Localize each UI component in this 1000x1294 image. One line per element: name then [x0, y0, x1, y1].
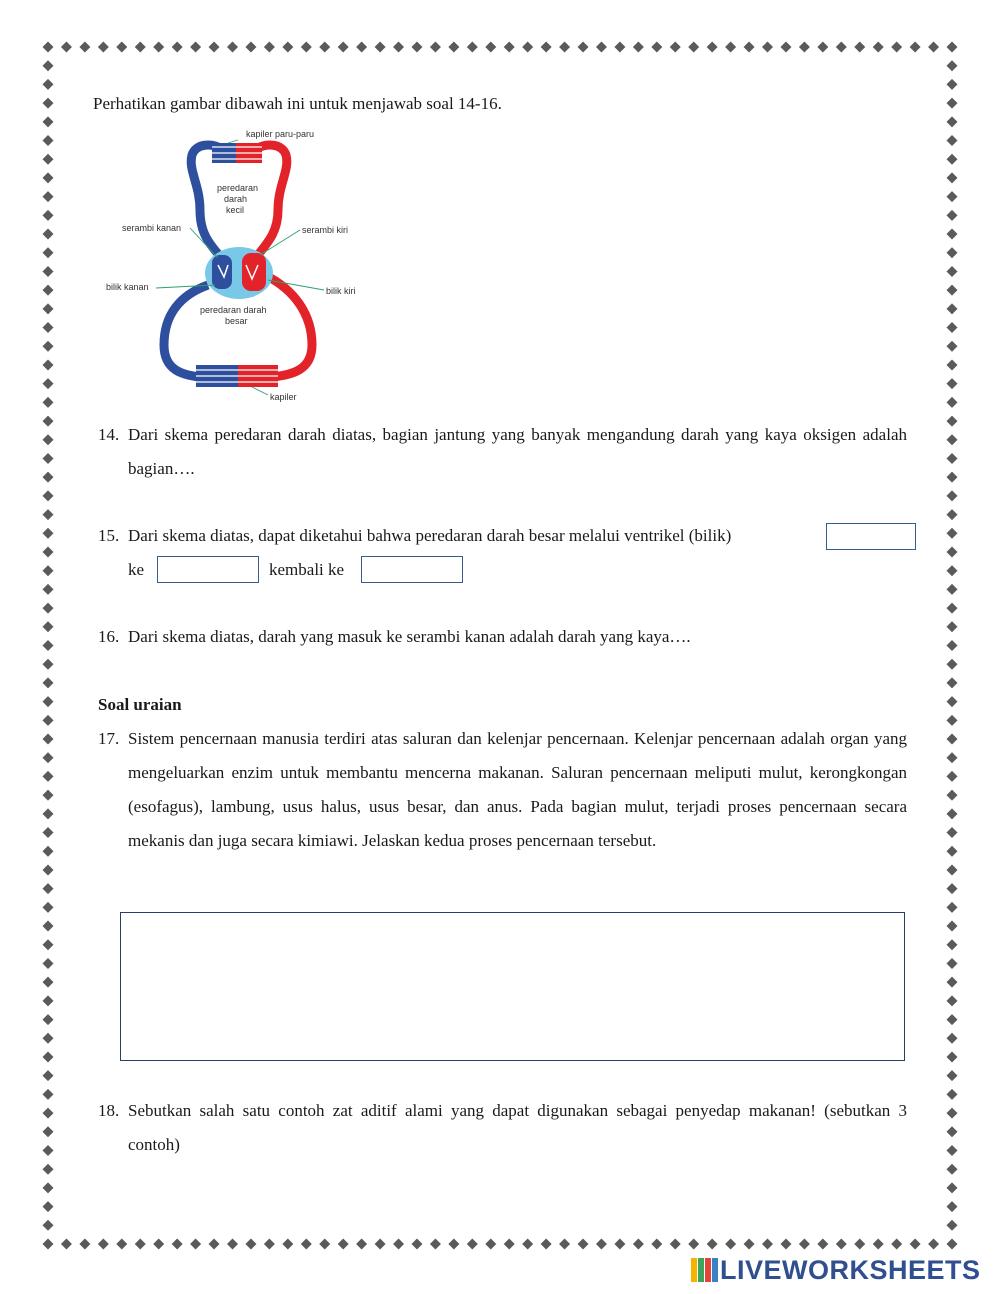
border-diamond [947, 1070, 958, 1081]
border-diamond [504, 1239, 515, 1250]
border-diamond [43, 397, 54, 408]
border-diamond [338, 42, 349, 53]
border-diamond [614, 1239, 625, 1250]
border-diamond [43, 603, 54, 614]
border-diamond [559, 1239, 570, 1250]
border-diamond [43, 1033, 54, 1044]
border-diamond [430, 1239, 441, 1250]
border-diamond [947, 1033, 958, 1044]
border-diamond [578, 42, 589, 53]
question-number: 14. [98, 425, 120, 444]
border-diamond [947, 416, 958, 427]
border-diamond [411, 42, 422, 53]
border-diamond [947, 79, 958, 90]
lung-capillaries [212, 143, 262, 163]
border-diamond [43, 1182, 54, 1193]
question-text: Sebutkan salah satu contoh zat aditif alami yang dapat digunakan sebagai penyedap makanan! (sebutkan 3 contoh) [128, 1101, 907, 1154]
border-diamond [43, 546, 54, 557]
border-diamond [43, 1051, 54, 1062]
border-diamond [301, 42, 312, 53]
border-diamond [43, 1108, 54, 1119]
border-diamond [928, 42, 939, 53]
border-diamond [172, 1239, 183, 1250]
question-text: Dari skema peredaran darah diatas, bagian jantung yang banyak mengandung darah yang kaya oksigen adalah bagian…. [128, 425, 907, 478]
border-diamond [651, 1239, 662, 1250]
border-diamond [209, 1239, 220, 1250]
border-diamond [43, 883, 54, 894]
border-diamond [43, 191, 54, 202]
border-diamond [43, 752, 54, 763]
border-diamond [43, 1164, 54, 1175]
border-diamond [43, 247, 54, 258]
border-diamond [947, 135, 958, 146]
border-diamond [947, 659, 958, 670]
border-diamond [43, 808, 54, 819]
border-diamond [43, 864, 54, 875]
border-diamond [707, 1239, 718, 1250]
border-diamond [947, 546, 958, 557]
border-diamond [947, 172, 958, 183]
border-diamond [559, 42, 570, 53]
border-diamond [947, 771, 958, 782]
border-diamond [43, 1239, 54, 1250]
border-diamond [116, 1239, 127, 1250]
border-diamond [282, 1239, 293, 1250]
border-diamond [947, 752, 958, 763]
border-diamond [947, 359, 958, 370]
border-diamond [947, 808, 958, 819]
border-diamond [947, 322, 958, 333]
border-diamond [43, 1126, 54, 1137]
border-diamond [282, 42, 293, 53]
border-diamond [947, 1182, 958, 1193]
border-diamond [43, 1070, 54, 1081]
border-diamond [947, 1014, 958, 1025]
border-diamond [854, 1239, 865, 1250]
border-diamond [947, 864, 958, 875]
border-diamond [43, 509, 54, 520]
border-diamond [947, 472, 958, 483]
circulation-diagram [100, 125, 370, 410]
label-peredaran-kecil-2: darah [224, 194, 248, 204]
border-diamond [319, 42, 330, 53]
venous-body-path [164, 285, 208, 377]
border-diamond [43, 995, 54, 1006]
question-text: Sistem pencernaan manusia terdiri atas saluran dan kelenjar pencernaan. Kelenjar pencernaan adalah organ yang mengeluarkan enzim untuk membantu mencerna makanan. Saluran pencernaan meliputi mulut, kerongkongan (esofagus), lambung, usus halus, usus besar, dan anus. Pada bagian mulut, terjadi proses pencernaan secara mekanis dan juga secara kimiawi. Jelaskan kedua proses pencernaan tersebut. [128, 729, 907, 850]
label-kapiler-paru: kapiler paru-paru [246, 129, 315, 139]
border-diamond [947, 98, 958, 109]
border-diamond [947, 939, 958, 950]
border-diamond [448, 1239, 459, 1250]
label-peredaran-besar-1: peredaran darah [200, 305, 267, 315]
body-capillaries [196, 365, 278, 387]
border-diamond [947, 341, 958, 352]
border-diamond [596, 42, 607, 53]
border-diamond [43, 584, 54, 595]
border-diamond [43, 210, 54, 221]
border-diamond [43, 266, 54, 277]
border-diamond [762, 42, 773, 53]
border-diamond [43, 60, 54, 71]
border-diamond [79, 42, 90, 53]
border-diamond [448, 42, 459, 53]
border-diamond [947, 696, 958, 707]
border-diamond [43, 565, 54, 576]
border-diamond [947, 1108, 958, 1119]
border-diamond [43, 303, 54, 314]
border-diamond [301, 1239, 312, 1250]
border-diamond [873, 42, 884, 53]
border-diamond [947, 715, 958, 726]
border-diamond [910, 1239, 921, 1250]
border-diamond [578, 1239, 589, 1250]
essay-answer-box[interactable] [120, 912, 905, 1061]
border-diamond [670, 1239, 681, 1250]
border-diamond [817, 42, 828, 53]
border-diamond [135, 42, 146, 53]
border-diamond [947, 528, 958, 539]
border-diamond [947, 42, 958, 53]
border-diamond [928, 1239, 939, 1250]
border-diamond [43, 172, 54, 183]
label-bilik-kiri: bilik kiri [326, 286, 356, 296]
border-diamond [190, 42, 201, 53]
border-diamond [467, 42, 478, 53]
border-diamond [43, 958, 54, 969]
label-peredaran-kecil-1: peredaran [217, 183, 259, 193]
border-diamond [153, 1239, 164, 1250]
border-diamond [43, 42, 54, 53]
border-diamond [891, 42, 902, 53]
venous-path [191, 145, 228, 265]
border-diamond [947, 584, 958, 595]
border-diamond [43, 659, 54, 670]
border-diamond [375, 1239, 386, 1250]
border-diamond [725, 42, 736, 53]
border-diamond [245, 42, 256, 53]
border-diamond [947, 285, 958, 296]
border-diamond [264, 1239, 275, 1250]
label-serambi-kanan: serambi kanan [122, 223, 182, 233]
border-diamond [947, 640, 958, 651]
border-diamond [688, 1239, 699, 1250]
border-diamond [947, 883, 958, 894]
border-diamond [947, 565, 958, 576]
border-diamond [43, 696, 54, 707]
border-diamond [61, 1239, 72, 1250]
border-diamond [947, 734, 958, 745]
border-diamond [947, 921, 958, 932]
border-diamond [43, 790, 54, 801]
label-bilik-kanan: bilik kanan [106, 282, 149, 292]
border-diamond [43, 677, 54, 688]
border-diamond [947, 846, 958, 857]
border-diamond [947, 116, 958, 127]
border-diamond [43, 1220, 54, 1231]
border-diamond [910, 42, 921, 53]
border-diamond [116, 42, 127, 53]
border-diamond [43, 1089, 54, 1100]
border-diamond [43, 154, 54, 165]
label-peredaran-besar-2: besar [225, 316, 248, 326]
border-diamond [61, 42, 72, 53]
border-diamond [947, 266, 958, 277]
border-diamond [43, 715, 54, 726]
question-number: 15. [98, 526, 120, 545]
border-diamond [947, 958, 958, 969]
border-diamond [43, 434, 54, 445]
border-diamond [209, 42, 220, 53]
border-diamond [98, 42, 109, 53]
border-diamond [891, 1239, 902, 1250]
border-diamond [43, 135, 54, 146]
border-diamond [43, 1145, 54, 1156]
border-diamond [467, 1239, 478, 1250]
border-diamond [947, 60, 958, 71]
border-diamond [227, 1239, 238, 1250]
answer-input-ke[interactable] [157, 556, 259, 583]
border-diamond [947, 490, 958, 501]
border-diamond [411, 1239, 422, 1250]
border-diamond [43, 416, 54, 427]
border-diamond [947, 210, 958, 221]
border-diamond [43, 359, 54, 370]
border-diamond [522, 1239, 533, 1250]
border-diamond [651, 42, 662, 53]
border-diamond [43, 1014, 54, 1025]
border-diamond [947, 191, 958, 202]
border-diamond [854, 42, 865, 53]
border-diamond [762, 1239, 773, 1250]
border-diamond [43, 846, 54, 857]
arterial-body-path [265, 275, 312, 377]
border-diamond [43, 734, 54, 745]
border-diamond [541, 42, 552, 53]
border-diamond [947, 902, 958, 913]
border-diamond [356, 1239, 367, 1250]
border-diamond [707, 42, 718, 53]
border-diamond [670, 42, 681, 53]
border-diamond [947, 229, 958, 240]
logo-text: LIVEWORKSHEETS [720, 1254, 981, 1285]
border-diamond [485, 42, 496, 53]
label-peredaran-kecil-3: kecil [226, 205, 245, 215]
border-diamond [43, 921, 54, 932]
border-diamond [356, 42, 367, 53]
border-diamond [947, 1145, 958, 1156]
border-diamond [153, 42, 164, 53]
border-diamond [43, 939, 54, 950]
border-diamond [43, 378, 54, 389]
border-diamond [43, 341, 54, 352]
border-diamond [43, 116, 54, 127]
border-diamond [43, 79, 54, 90]
border-diamond [947, 1220, 958, 1231]
border-diamond [319, 1239, 330, 1250]
border-diamond [947, 378, 958, 389]
border-diamond [947, 790, 958, 801]
logo-badge-icon [690, 1256, 720, 1284]
border-diamond [43, 977, 54, 988]
border-diamond [43, 902, 54, 913]
border-diamond [633, 42, 644, 53]
border-diamond [43, 528, 54, 539]
border-diamond [43, 229, 54, 240]
border-diamond [375, 42, 386, 53]
border-diamond [817, 1239, 828, 1250]
arterial-path [250, 145, 287, 265]
border-diamond [504, 42, 515, 53]
question-number: 17. [98, 729, 120, 748]
border-diamond [744, 42, 755, 53]
border-diamond [614, 42, 625, 53]
border-diamond [947, 1201, 958, 1212]
border-diamond [947, 995, 958, 1006]
answer-input-bilik[interactable] [826, 523, 916, 550]
border-diamond [393, 1239, 404, 1250]
border-diamond [836, 1239, 847, 1250]
border-diamond [633, 1239, 644, 1250]
intro-text: Perhatikan gambar dibawah ini untuk menjawab soal 14-16. [93, 94, 502, 113]
border-diamond [541, 1239, 552, 1250]
border-diamond [947, 453, 958, 464]
border-diamond [947, 509, 958, 520]
border-diamond [947, 827, 958, 838]
border-diamond [522, 42, 533, 53]
question-number: 18. [98, 1101, 120, 1120]
border-diamond [947, 1126, 958, 1137]
question-text: Dari skema diatas, darah yang masuk ke serambi kanan adalah darah yang kaya…. [128, 627, 691, 646]
border-diamond [947, 621, 958, 632]
border-diamond [172, 42, 183, 53]
border-diamond [43, 472, 54, 483]
question-text-part3: kembali ke [269, 560, 345, 579]
answer-input-kembali-ke[interactable] [361, 556, 463, 583]
liveworksheets-logo [690, 1254, 981, 1286]
border-diamond [947, 977, 958, 988]
border-diamond [430, 42, 441, 53]
border-diamond [725, 1239, 736, 1250]
border-diamond [744, 1239, 755, 1250]
border-diamond [947, 1239, 958, 1250]
border-diamond [43, 771, 54, 782]
border-diamond [836, 42, 847, 53]
border-diamond [190, 1239, 201, 1250]
border-diamond [43, 98, 54, 109]
border-diamond [947, 677, 958, 688]
border-diamond [227, 42, 238, 53]
border-diamond [947, 303, 958, 314]
border-diamond [947, 154, 958, 165]
border-diamond [947, 1164, 958, 1175]
border-diamond [799, 1239, 810, 1250]
border-diamond [245, 1239, 256, 1250]
label-kapiler: kapiler [270, 392, 297, 402]
border-diamond [43, 322, 54, 333]
border-diamond [947, 1089, 958, 1100]
question-number: 16. [98, 627, 120, 646]
border-diamond [799, 42, 810, 53]
border-diamond [485, 1239, 496, 1250]
question-text-part2: ke [128, 560, 145, 579]
border-diamond [947, 434, 958, 445]
section-heading: Soal uraian [98, 695, 182, 714]
border-diamond [264, 42, 275, 53]
border-diamond [43, 490, 54, 501]
border-diamond [43, 285, 54, 296]
border-diamond [79, 1239, 90, 1250]
border-diamond [947, 247, 958, 258]
border-diamond [873, 1239, 884, 1250]
label-serambi-kiri: serambi kiri [302, 225, 349, 235]
border-diamond [947, 1051, 958, 1062]
border-diamond [43, 621, 54, 632]
border-diamond [393, 42, 404, 53]
border-diamond [947, 603, 958, 614]
border-diamond [43, 640, 54, 651]
border-diamond [947, 397, 958, 408]
question-text-part1: Dari skema diatas, dapat diketahui bahwa peredaran darah besar melalui ventrikel (bilik) [128, 526, 732, 545]
border-diamond [98, 1239, 109, 1250]
border-diamond [43, 827, 54, 838]
border-diamond [688, 42, 699, 53]
border-diamond [338, 1239, 349, 1250]
border-diamond [780, 1239, 791, 1250]
border-diamond [43, 453, 54, 464]
border-diamond [135, 1239, 146, 1250]
border-diamond [43, 1201, 54, 1212]
border-diamond [780, 42, 791, 53]
border-diamond [596, 1239, 607, 1250]
